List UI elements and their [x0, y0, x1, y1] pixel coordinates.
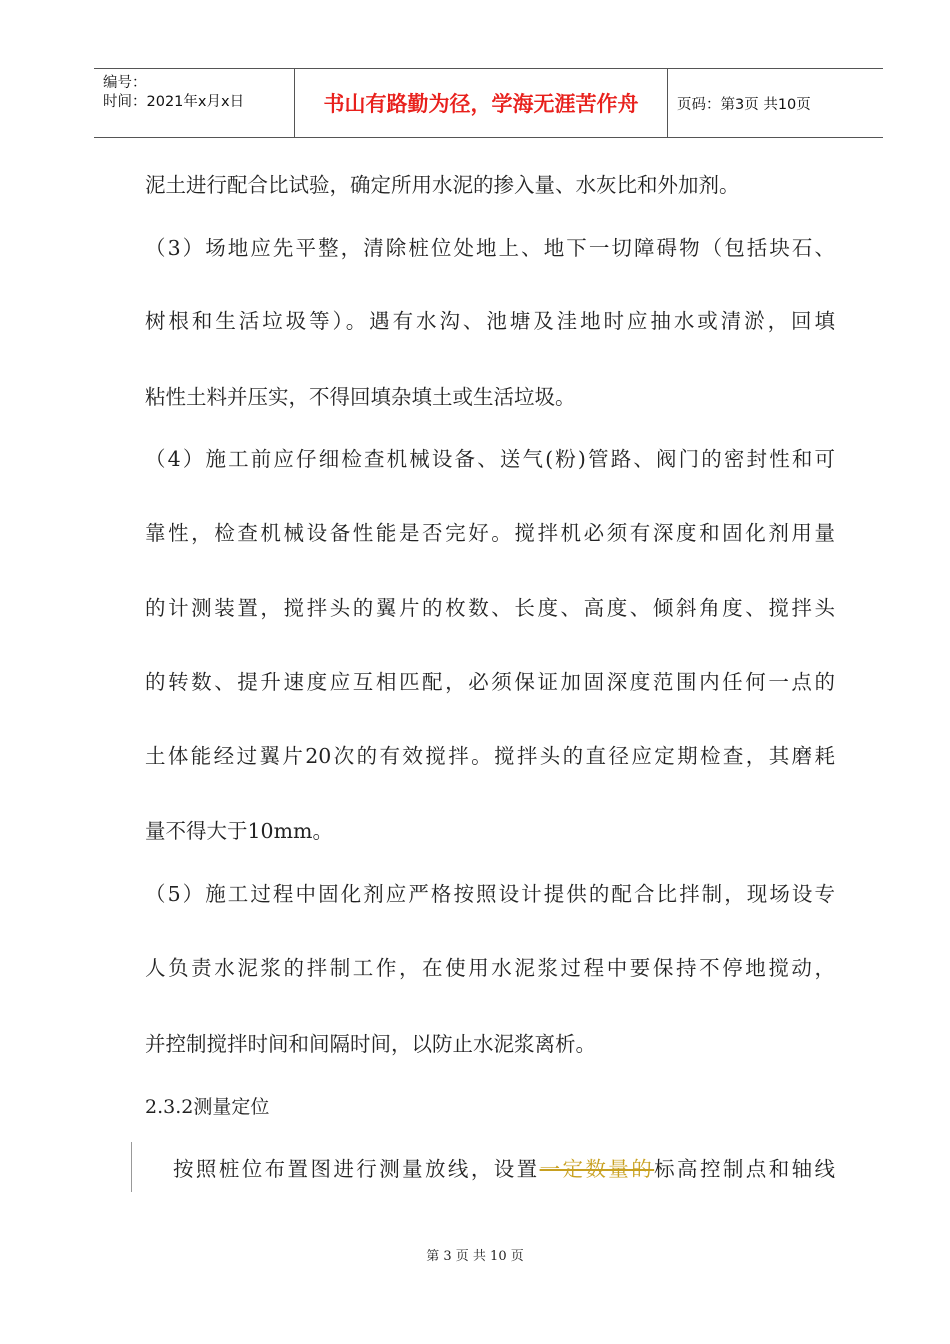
paragraph-line [173, 1156, 835, 1182]
paragraph-line: 靠性，检查机械设备性能是否完好。搅拌机必须有深度和固化剂用量 [145, 521, 835, 545]
paragraph-line: （3）场地应先平整，清除桩位处地上、地下一切障碍物（包括块石、 [145, 236, 835, 260]
header-page-info: 页码：第3页 共10页 [677, 96, 811, 113]
header-meta [94, 69, 294, 137]
paragraph-line: 粘性土料并压实，不得回填杂填土或生活垃圾。 [145, 385, 576, 409]
paragraph-line: 的计测装置，搅拌头的翼片的枚数、长度、高度、倾斜角度、搅拌头 [145, 596, 835, 620]
paragraph-line: 土体能经过翼片20次的有效搅拌。搅拌头的直径应定期检查，其磨耗 [145, 744, 835, 768]
text-run: 按照桩位布置图进行测量放线，设置 [173, 1157, 540, 1181]
header-motto: 书山有路勤为径，学海无涯苦作舟 [323, 92, 639, 116]
time-label: 时间：2021年x月x日 [103, 94, 245, 110]
page-footer: 第 3 页 共 10 页 [426, 1249, 524, 1264]
text-run: 标高控制点和轴线 [654, 1157, 836, 1181]
paragraph-line: 泥土进行配合比试验，确定所用水泥的掺入量、水灰比和外加剂。 [145, 173, 740, 197]
paragraph-line: 并控制搅拌时间和间隔时间，以防止水泥浆离析。 [145, 1032, 596, 1056]
paragraph-line: （5）施工过程中固化剂应严格按照设计提供的配合比拌制，现场设专 [145, 882, 835, 906]
paragraph-line: 量不得大于10mm。 [145, 819, 333, 843]
header-divider [667, 69, 668, 137]
paragraph-line: 的转数、提升速度应互相匹配，必须保证加固深度范围内任何一点的 [145, 670, 835, 694]
paragraph-line: 人负责水泥浆的拌制工作，在使用水泥浆过程中要保持不停地搅动， [145, 956, 835, 980]
section-heading: 2.3.2测量定位 [145, 1096, 270, 1118]
number-label: 编号： [103, 75, 147, 91]
page-header [94, 68, 883, 138]
paragraph-line: 树根和生活垃圾等）。遇有水沟、池塘及洼地时应抽水或清淤，回填 [145, 309, 835, 333]
revision-bar [131, 1142, 132, 1192]
paragraph-line: （4）施工前应仔细检查机械设备、送气(粉)管路、阀门的密封性和可 [145, 447, 835, 471]
deleted-text: 一定数量的 [539, 1157, 655, 1181]
